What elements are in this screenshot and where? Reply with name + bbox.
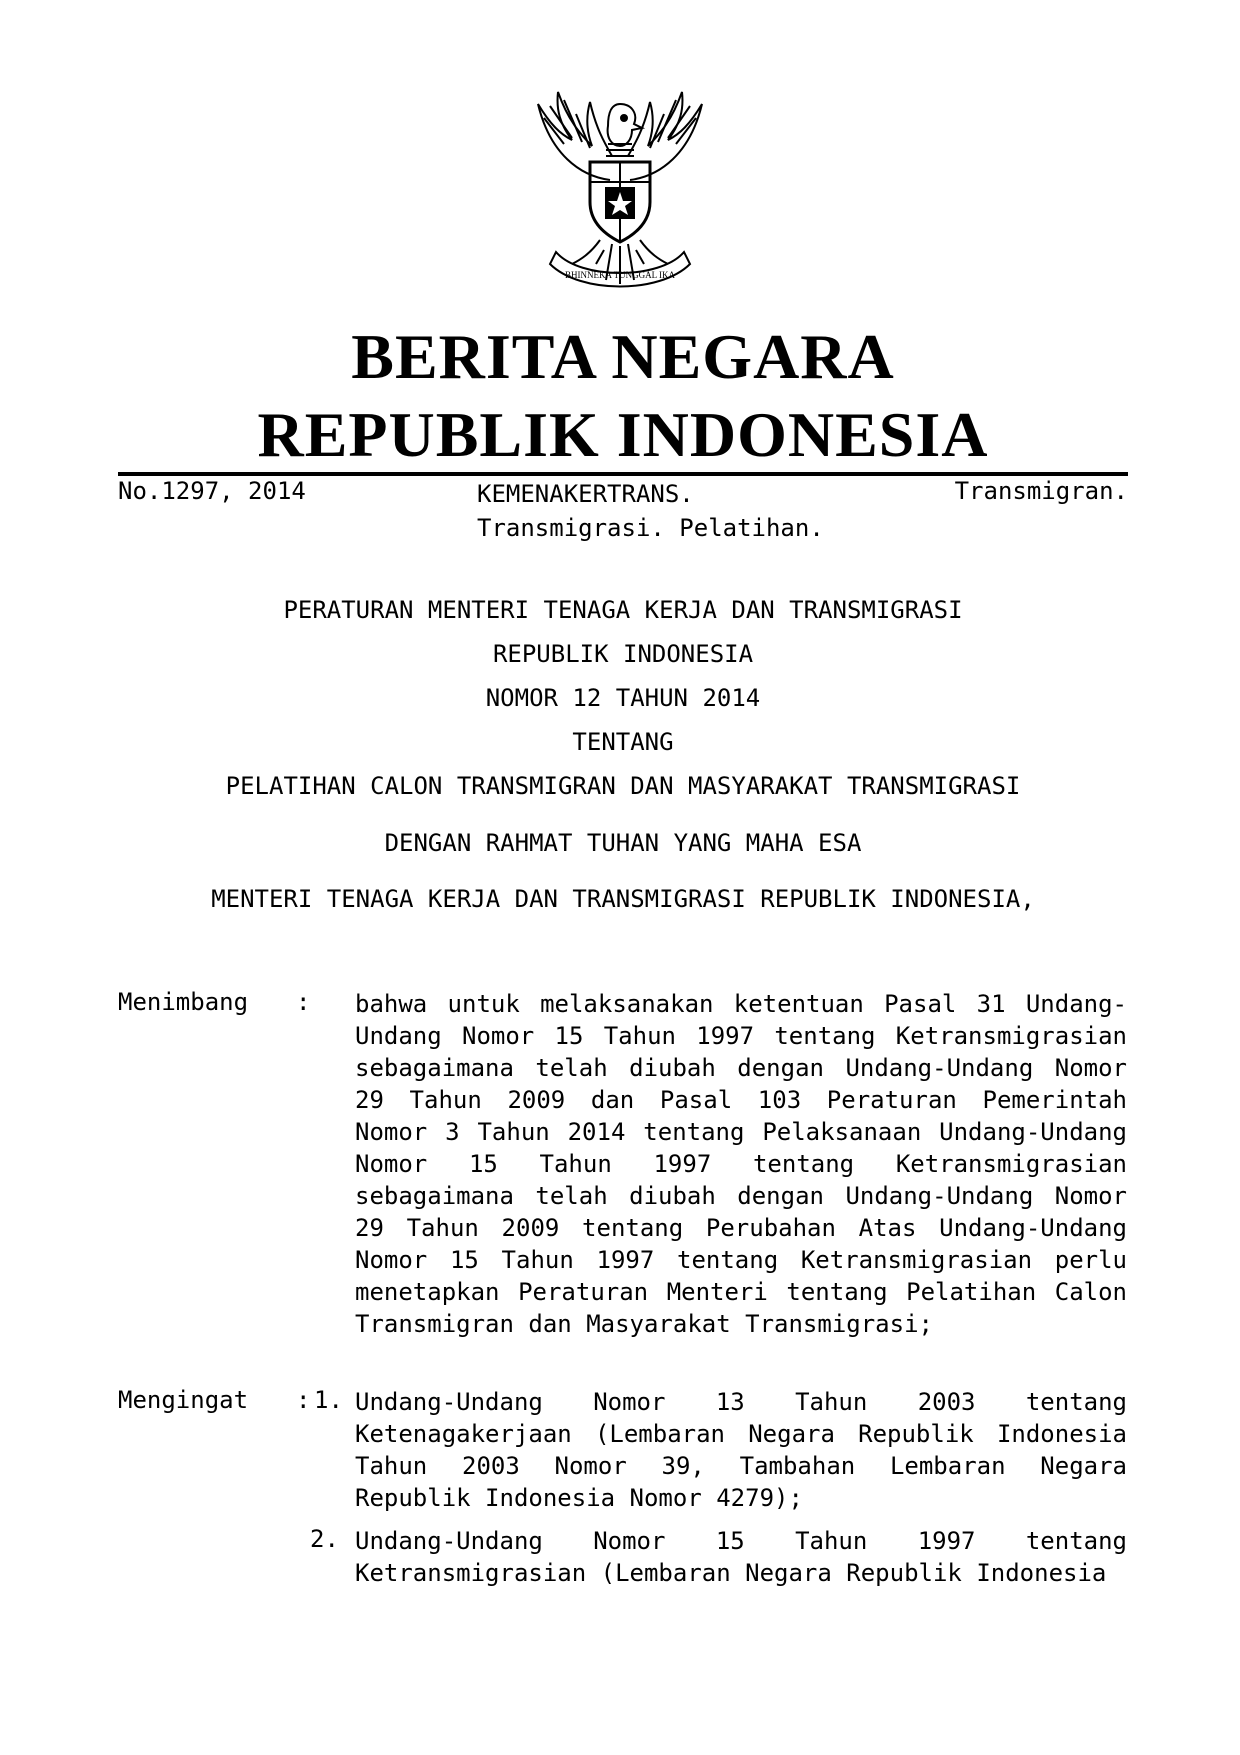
keyword-label: Transmigran. — [954, 477, 1128, 505]
regulation-title-line2: REPUBLIK INDONESIA — [492, 640, 754, 668]
preamble-line: DENGAN RAHMAT TUHAN YANG MAHA ESA — [384, 829, 862, 857]
masthead-divider — [118, 472, 1128, 476]
mengingat-colon: : — [296, 1386, 311, 1414]
regulation-about: TENTANG — [572, 728, 674, 756]
masthead-title-line2: REPUBLIK INDONESIA — [257, 399, 989, 470]
gazette-ministry-keywords — [477, 477, 824, 545]
mengingat-item-text: Undang-Undang Nomor 13 Tahun 2003 tentang Ketenagakerjaan (Lembaran Negara Republik Indonesia Tahun 2003 Nomor 39, Tambahan Lembaran Negara Republik Indonesia Nomor 4279); — [355, 1388, 1127, 1512]
mengingat-item-text: Undang-Undang Nomor 15 Tahun 1997 tentang Ketransmigrasian (Lembaran Negara Republik Indonesia — [355, 1527, 1127, 1587]
menimbang-colon: : — [296, 988, 311, 1016]
menimbang-text: bahwa untuk melaksanakan ketentuan Pasal 31 Undang-Undang Nomor 15 Tahun 1997 tentang Ketransmigrasian sebagaimana telah diubah dengan Undang-Undang Nomor 29 Tahun 2009 dan Pasal 103 Peraturan Pemerintah Nomor 3 Tahun 2014 tentang Pelaksanaan Undang-Undang Nomor 15 Tahun 1997 tentang Ketransmigrasian sebagaimana telah diubah dengan Undang-Undang Nomor 29 Tahun 2009 tentang Perubahan Atas Undang-Undang Nomor 15 Tahun 1997 tentang Ketransmigrasian perlu menetapkan Peraturan Menteri tentang Pelatihan Calon Transmigran dan Masyarakat Transmigrasi; — [355, 990, 1127, 1338]
gazette-number: No.1297, 2014 — [118, 477, 306, 505]
regulation-subject: PELATIHAN CALON TRANSMIGRAN DAN MASYARAKAT TRANSMIGRASI — [225, 772, 1021, 800]
issuer-line: MENTERI TENAGA KERJA DAN TRANSMIGRASI REPUBLIK INDONESIA, — [211, 885, 1035, 913]
keywords-line2: Transmigrasi. Pelatihan. — [477, 514, 824, 542]
emblem-motto: BHINNEKA TUNGGAL IKA — [565, 270, 675, 280]
regulation-number: NOMOR 12 TAHUN 2014 — [485, 684, 761, 712]
menimbang-label: Menimbang — [118, 988, 249, 1016]
mengingat-item-number: 1. — [314, 1386, 343, 1414]
mengingat-label: Mengingat — [118, 1386, 249, 1414]
mengingat-item-number: 2. — [310, 1525, 339, 1553]
garuda-emblem-icon — [520, 84, 720, 298]
ministry-label: KEMENAKERTRANS. — [477, 480, 694, 508]
masthead-title-line1: BERITA NEGARA — [351, 321, 895, 392]
regulation-title-line1: PERATURAN MENTERI TENAGA KERJA DAN TRANSMIGRASI — [283, 596, 963, 624]
